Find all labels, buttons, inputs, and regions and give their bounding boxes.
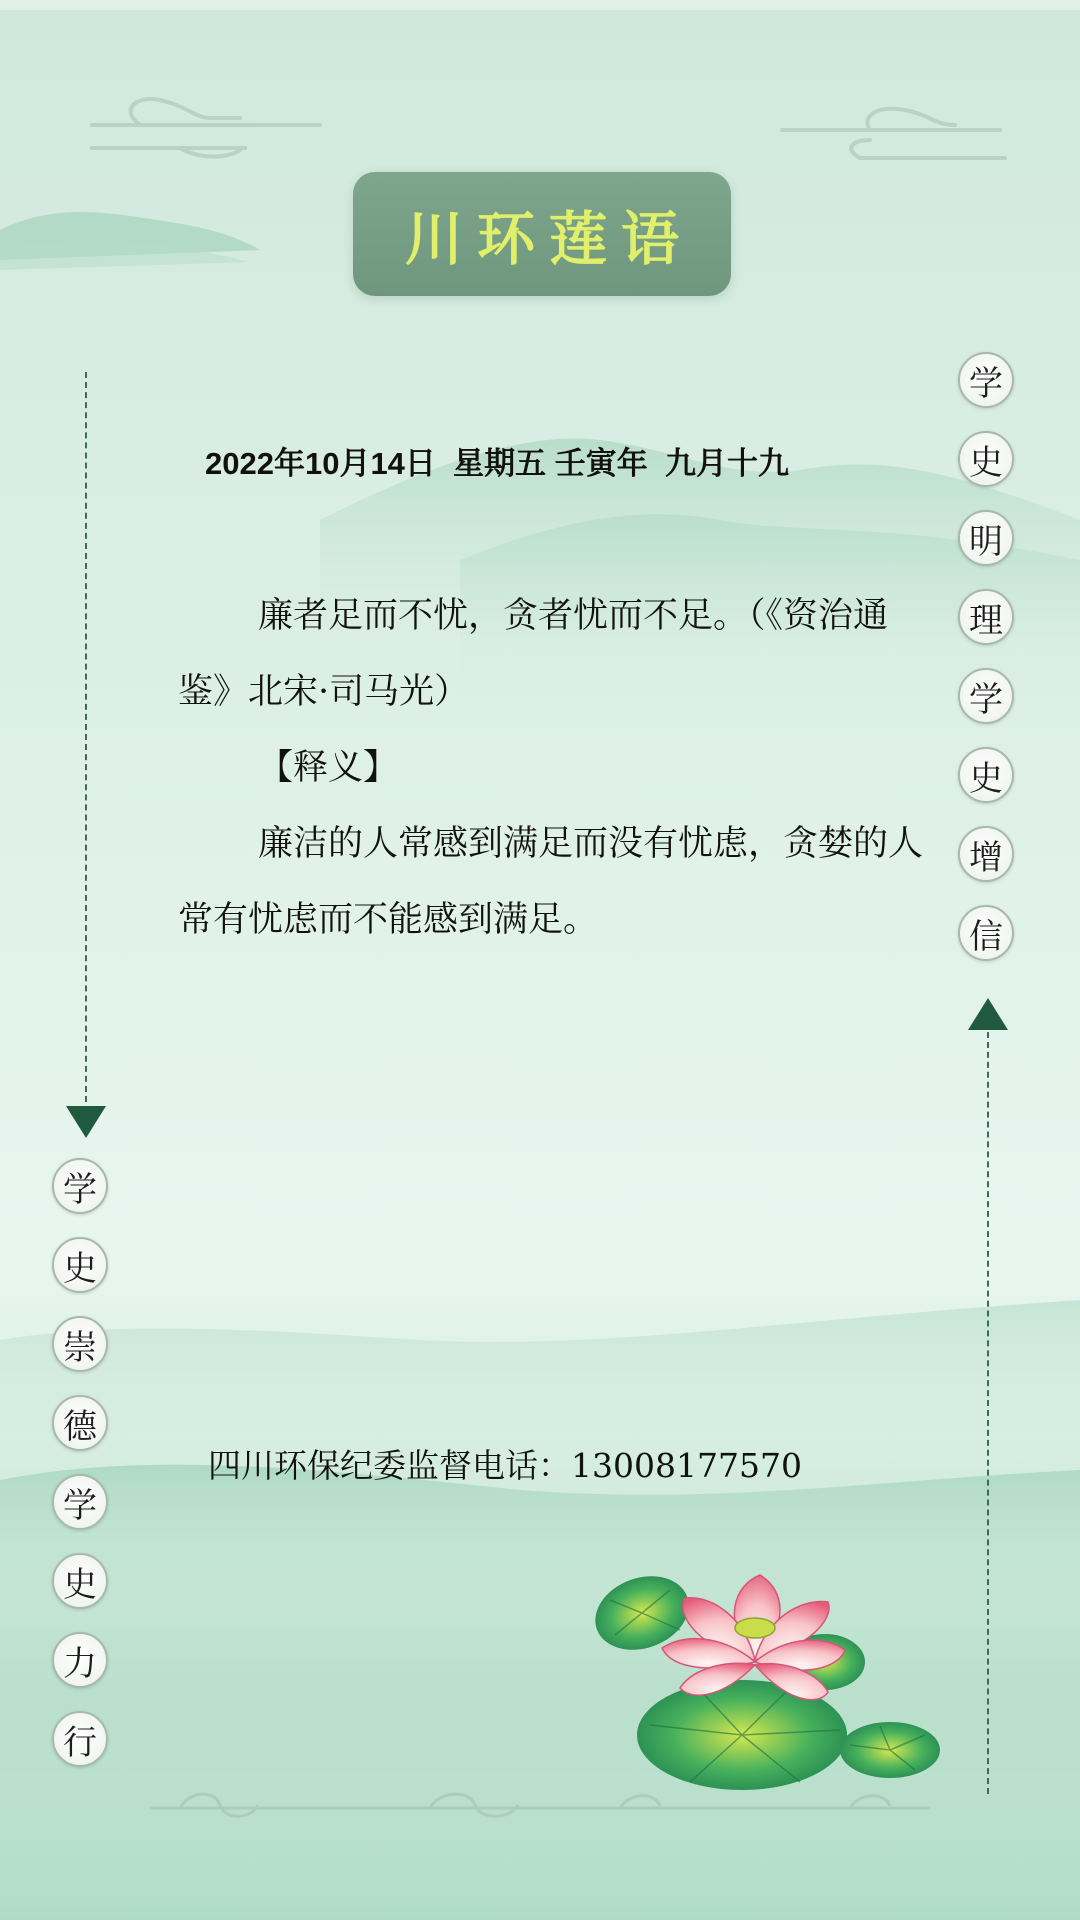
left-dashed-line: [85, 372, 87, 1102]
motto-char: 理: [958, 589, 1014, 645]
motto-char: 史: [52, 1237, 108, 1293]
supervision-phone: 四川环保纪委监督电话：13008177570: [208, 1446, 802, 1485]
motto-char: 德: [52, 1395, 108, 1451]
page-title: 川环莲语: [404, 205, 693, 273]
motto-char: 力: [52, 1632, 108, 1688]
motto-char: 崇: [52, 1316, 108, 1372]
motto-char: 信: [958, 905, 1014, 961]
motto-char: 史: [958, 431, 1014, 487]
motto-char: 行: [52, 1711, 108, 1767]
motto-char: 学: [958, 352, 1014, 408]
arrow-down-icon: [66, 1106, 106, 1138]
arrow-up-icon: [968, 998, 1008, 1030]
motto-char: 史: [958, 747, 1014, 803]
interpretation-label: 【释义】: [258, 748, 399, 788]
main-content: [178, 578, 938, 958]
motto-char: 学: [52, 1474, 108, 1530]
right-motto-column: [958, 352, 1014, 984]
title-banner: [353, 172, 731, 296]
motto-char: 学: [958, 668, 1014, 724]
right-dashed-line: [987, 1032, 989, 1794]
motto-char: 学: [52, 1158, 108, 1214]
left-motto-column: [52, 1158, 108, 1790]
date-line: 2022年10月14日 星期五 壬寅年 九月十九: [205, 446, 789, 481]
interpretation-text: 廉洁的人常感到满足而没有忧虑，贪婪的人常有忧虑而不能感到满足。: [178, 824, 924, 940]
motto-char: 史: [52, 1553, 108, 1609]
top-band: [0, 0, 1080, 10]
motto-char: 增: [958, 826, 1014, 882]
motto-char: 明: [958, 510, 1014, 566]
quote-text: 廉者足而不忧，贪者忧而不足。（《资治通鉴》北宋·司马光）: [178, 596, 889, 712]
